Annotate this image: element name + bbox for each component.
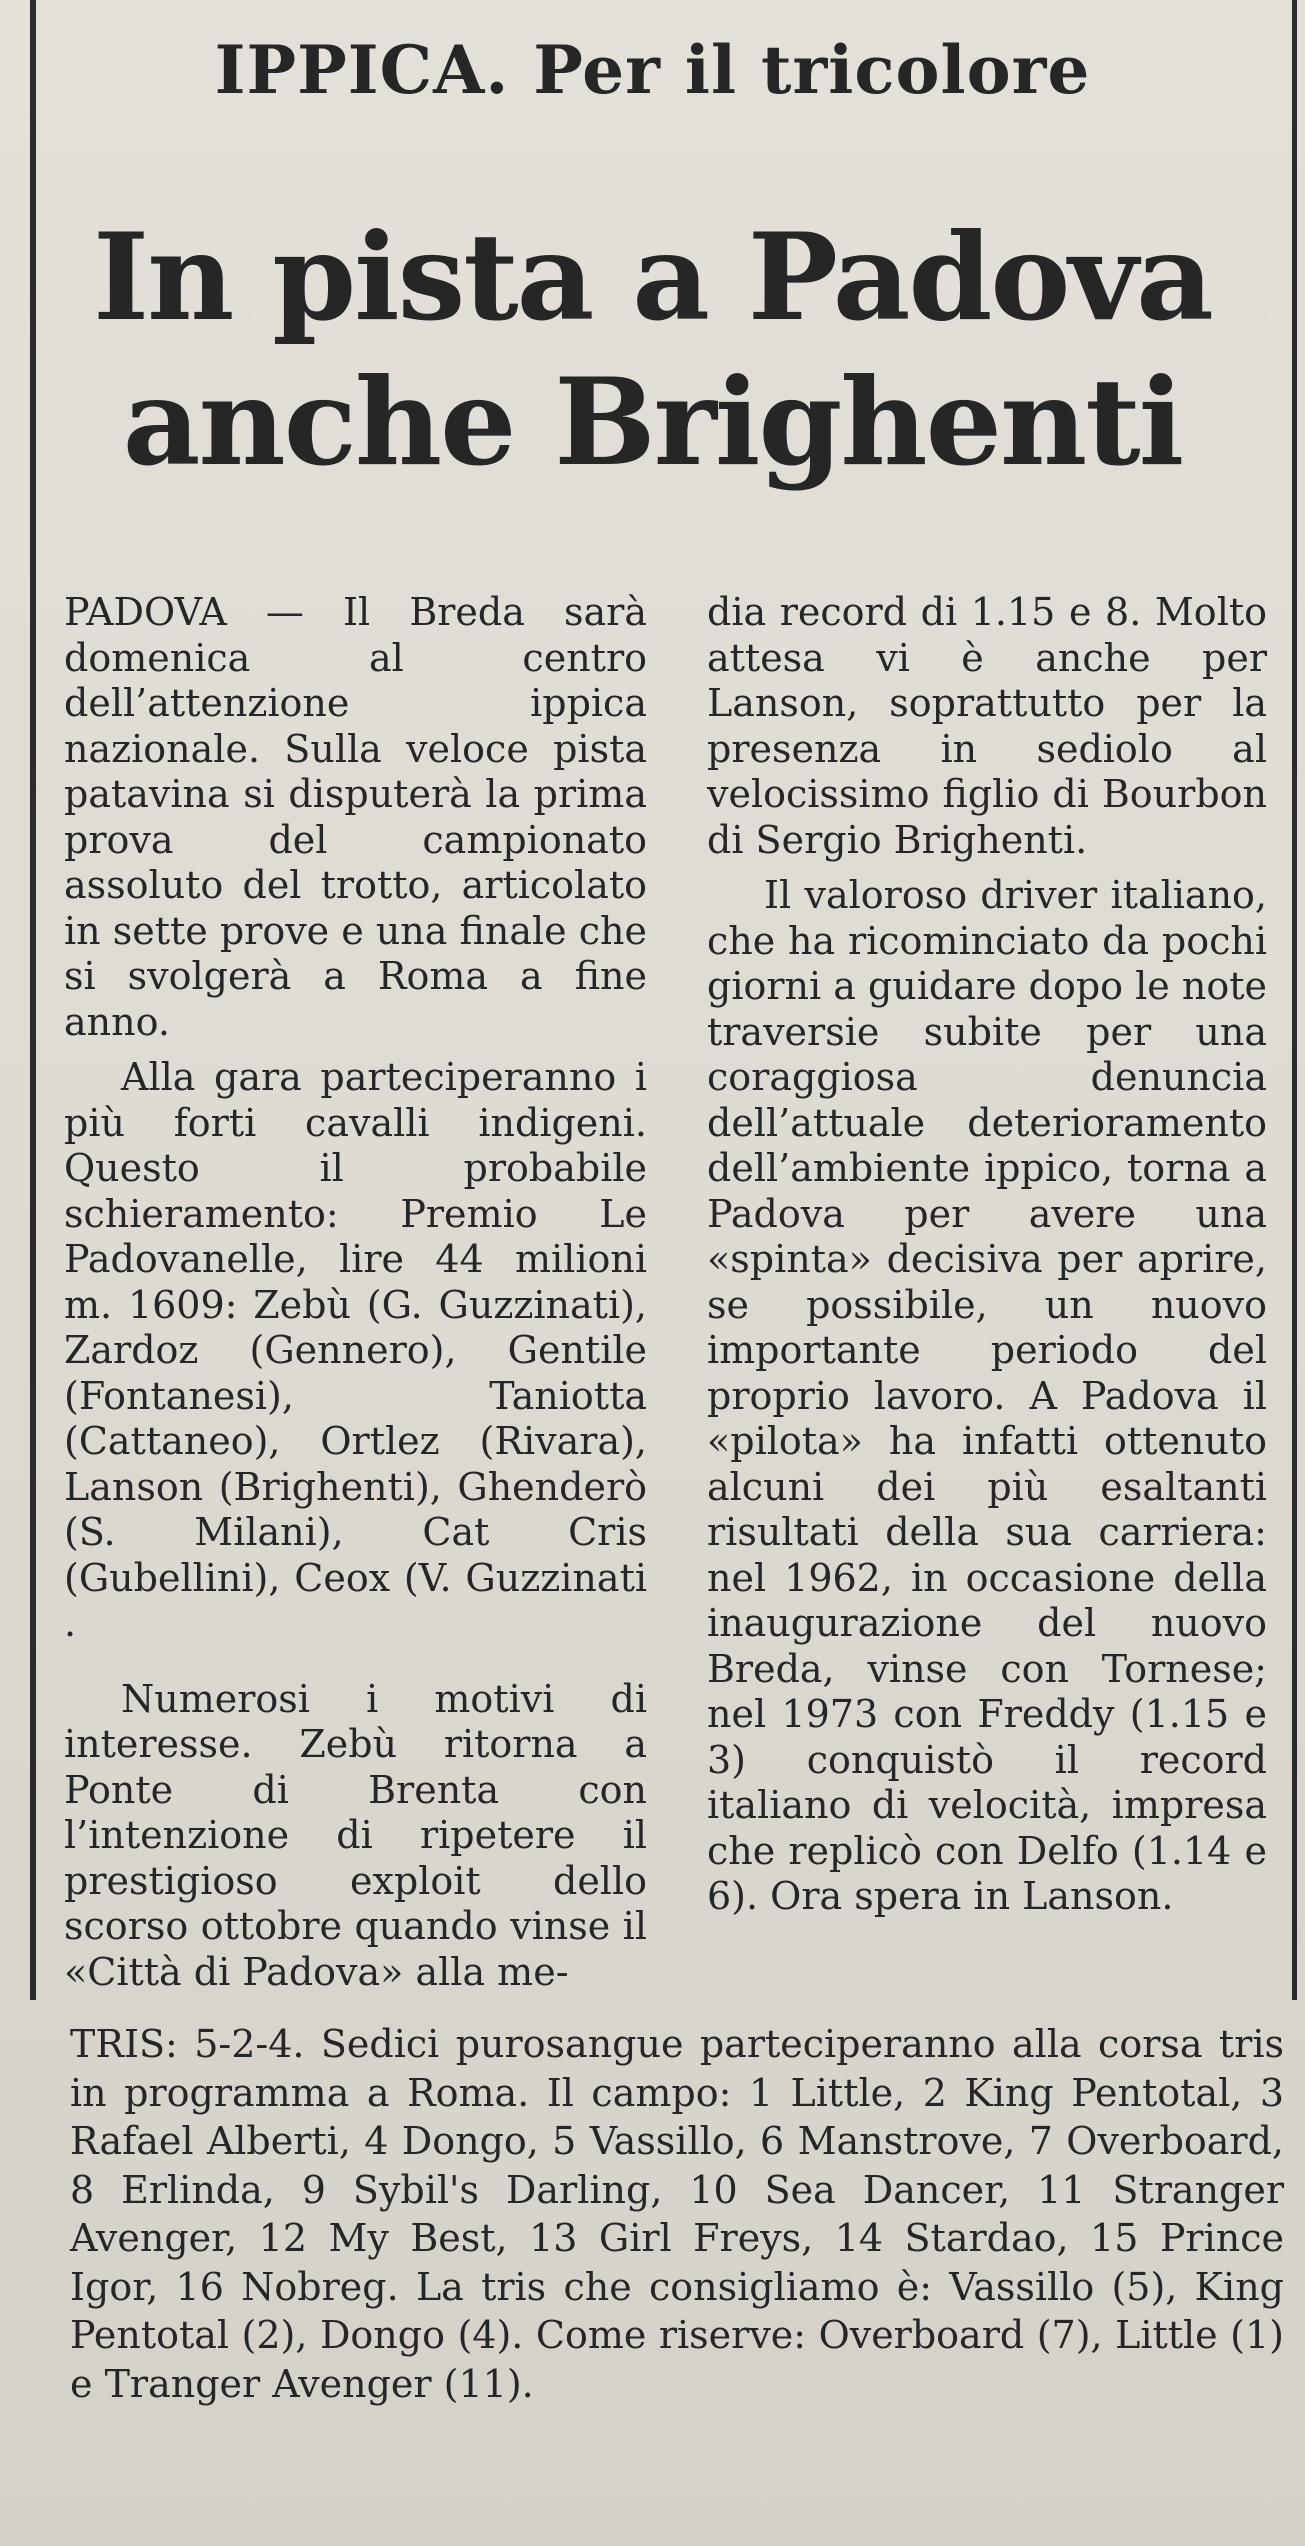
paragraph-driver: Il valoroso driver italiano, che ha ricominciato da pochi giorni a guidare dopo le note traversie subite per una coraggiosa denuncia dell’attuale deterioramento dell’ambiente ippico, torna a Padova per avere una «spinta» decisiva per aprire, se possibile, un nuovo importante periodo del proprio lavoro. A Padova il «pilota» ha infatti ottenuto alcuni dei più esaltanti risultati della sua carriera: nel 1962, in occasione della inaugurazione del nuovo Breda, vinse con Tornese; nel 1973 con Freddy (1.15 e 3) conquistò il record italiano di velocità, impresa che replicò con Delfo (1.14 e 6). Ora spera in Lanson. <box>707 873 1267 1918</box>
paragraph-lineup: Alla gara parteciperanno i più forti cavalli indigeni. Questo il probabile schieramento: Premio Le Padovanelle, lire 44 milioni m. 1609: Zebù (G. Guzzinati), Zardoz (Gennero), Gentile (Fontanesi), Taniotta (Cattaneo), Ortlez (Rivara), Lanson (Brighenti), Ghenderò (S. Milani), Cat Cris (Gubellini), Ceox (V. Guzzinati . <box>64 1055 647 1645</box>
paragraph-dateline: PADOVA — Il Breda sarà domenica al centro dell’attenzione ippica nazionale. Sulla veloce pista patavina si disputerà la prima prova del campionato assoluto del trotto, articolato in sette prove e una finale che si svolgerà a Roma a fine anno. <box>64 590 647 1044</box>
headline-line-1: In pista a Padova <box>93 207 1212 348</box>
headline-line-2: anche Brighenti <box>122 352 1183 493</box>
paragraph-interest-continued: dia record di 1.15 e 8. Molto attesa vi è anche per Lanson, soprattutto per la presenza in sediolo al velocissimo figlio di Bourbon di Sergio Brighenti. <box>707 590 1267 862</box>
article-kicker: IPPICA. Per il tricolore <box>214 31 1091 109</box>
paragraph-interest: Numerosi i motivi di interesse. Zebù ritorna a Ponte di Brenta con l’intenzione di ripetere il prestigioso exploit dello scorso ottobre quando vinse il «Città di Padova» alla me- <box>64 1676 647 1994</box>
tris-paragraph: TRIS: 5-2-4. Sedici purosangue parteciperanno alla corsa tris in programma a Roma. Il campo: 1 Little, 2 King Pentotal, 3 Rafael Alberti, 4 Dongo, 5 Vassillo, 6 Manstrove, 7 Overboard, 8 Erlinda, 9 Sybil's Darling, 10 Sea Dancer, 11 Stranger Avenger, 12 My Best, 13 Girl Freys, 14 Stardao, 15 Prince Igor, 16 Nobreg. La tris che consigliamo è: Vassillo (5), King Pentotal (2), Dongo (4). Come riserve: Overboard (7), Little (1) e Tranger Avenger (11). <box>70 2022 1284 2406</box>
article-column-right <box>707 590 1267 1920</box>
article-column-left <box>64 590 647 1995</box>
article-headline <box>0 205 1305 495</box>
tris-box <box>36 2020 1284 2408</box>
